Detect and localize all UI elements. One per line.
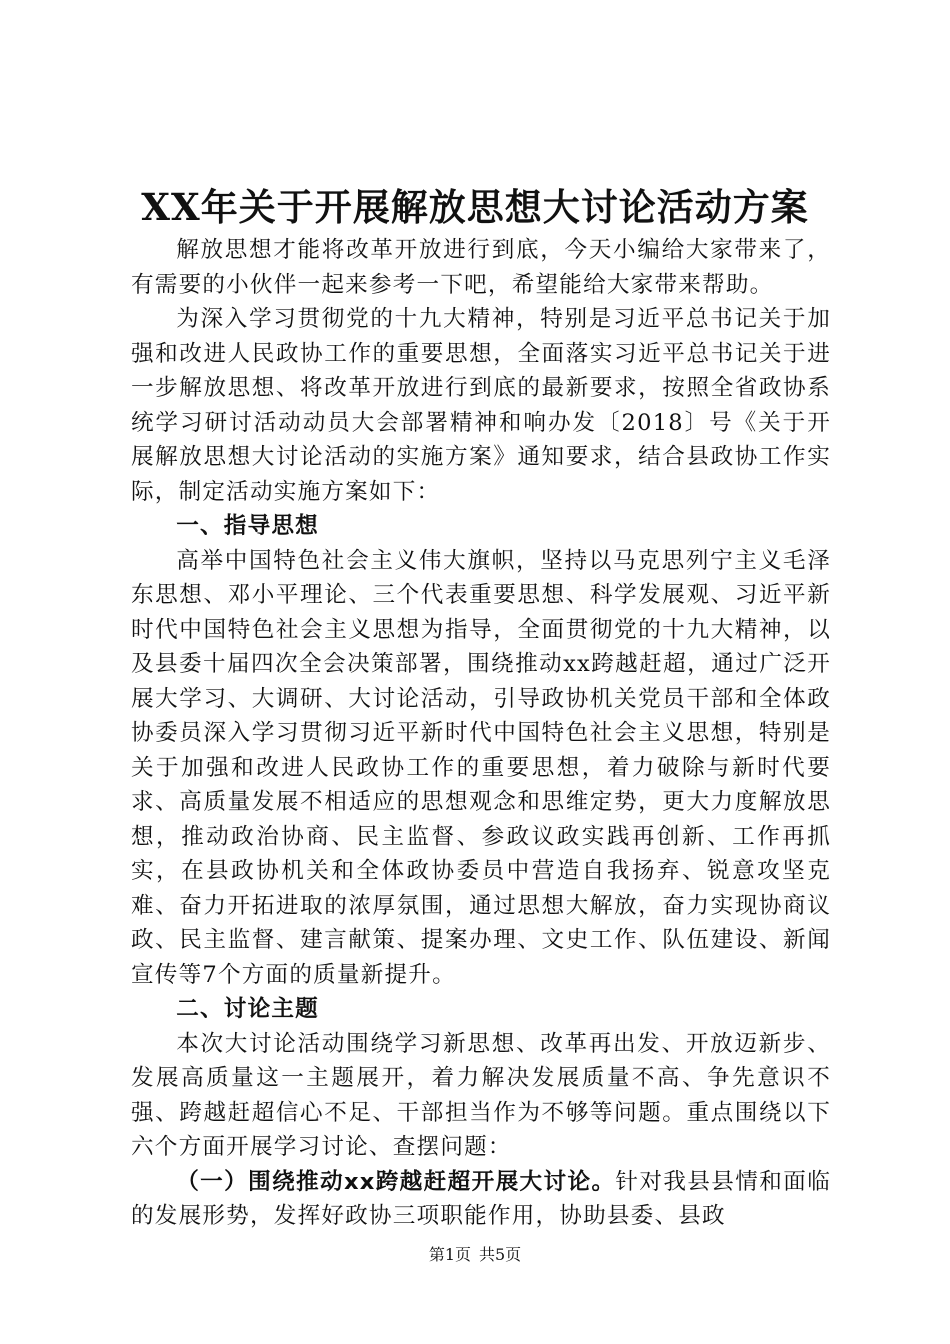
document-body bbox=[131, 233, 831, 1234]
section-heading-guiding-thought: 一、指导思想 bbox=[176, 513, 319, 539]
guiding-thought-paragraph: 高举中国特色社会主义伟大旗帜，坚持以马克思列宁主义毛泽东思想、邓小平理论、三个代表重要思想、科学发展观、习近平新时代中国特色社会主义思想为指导，全面贯彻党的十九大精神，以及县委十届四次全会决策部署，围绕推动xx跨越赶超，通过广泛开展大学习、大调研、大讨论活动，引导政协机关党员干部和全体政协委员深入学习贯彻习近平新时代中国特色社会主义思想，特别是关于加强和改进人民政协工作的重要思想，着力破除与新时代要求、高质量发展不相适应的思想观念和思维定势，更大力度解放思想，推动政治协商、民主监督、参政议政实践再创新、工作再抓实，在县政协机关和全体政协委员中营造自我扬弃、锐意攻坚克难、奋力开拓进取的浓厚氛围，通过思想大解放，奋力实现协商议政、民主监督、建言献策、提案办理、文史工作、队伍建设、新闻宣传等7个方面的质量新提升。 bbox=[131, 547, 831, 988]
section-heading-discussion-theme: 二、讨论主题 bbox=[176, 996, 319, 1022]
page-total: 共5页 bbox=[479, 1245, 522, 1264]
item-one-text: 针对我县县情和面临的发展形势，发挥好政协三项职能作用，协助县委、县政 bbox=[131, 1168, 831, 1229]
discussion-theme-paragraph: 本次大讨论活动围绕学习新思想、改革再出发、开放迈新步、发展高质量这一主题展开，着力解决发展质量不高、争先意识不强、跨越赶超信心不足、干部担当作为不够等问题。重点围绕以下六个方面开展学习讨论、查摆问题： bbox=[131, 1030, 831, 1160]
document-title: XX年关于开展解放思想大讨论活动方案 bbox=[141, 185, 809, 229]
page-footer bbox=[0, 1244, 950, 1266]
page-number: 第1页 bbox=[428, 1245, 471, 1264]
intro-paragraph: 解放思想才能将改革开放进行到底，今天小编给大家带来了，有需要的小伙伴一起来参考一下吧，希望能给大家带来帮助。 bbox=[131, 237, 831, 298]
item-one-paragraph bbox=[131, 1165, 831, 1234]
preamble-paragraph: 为深入学习贯彻党的十九大精神，特别是习近平总书记关于加强和改进人民政协工作的重要思想，全面落实习近平总书记关于进一步解放思想、将改革开放进行到底的最新要求，按照全省政协系统学习研讨活动动员大会部署精神和响办发〔2018〕号《关于开展解放思想大讨论活动的实施方案》通知要求，结合县政协工作实际，制定活动实施方案如下： bbox=[131, 306, 831, 505]
item-one-lead: （一）围绕推动xx跨越赶超开展大讨论。 bbox=[176, 1168, 616, 1195]
